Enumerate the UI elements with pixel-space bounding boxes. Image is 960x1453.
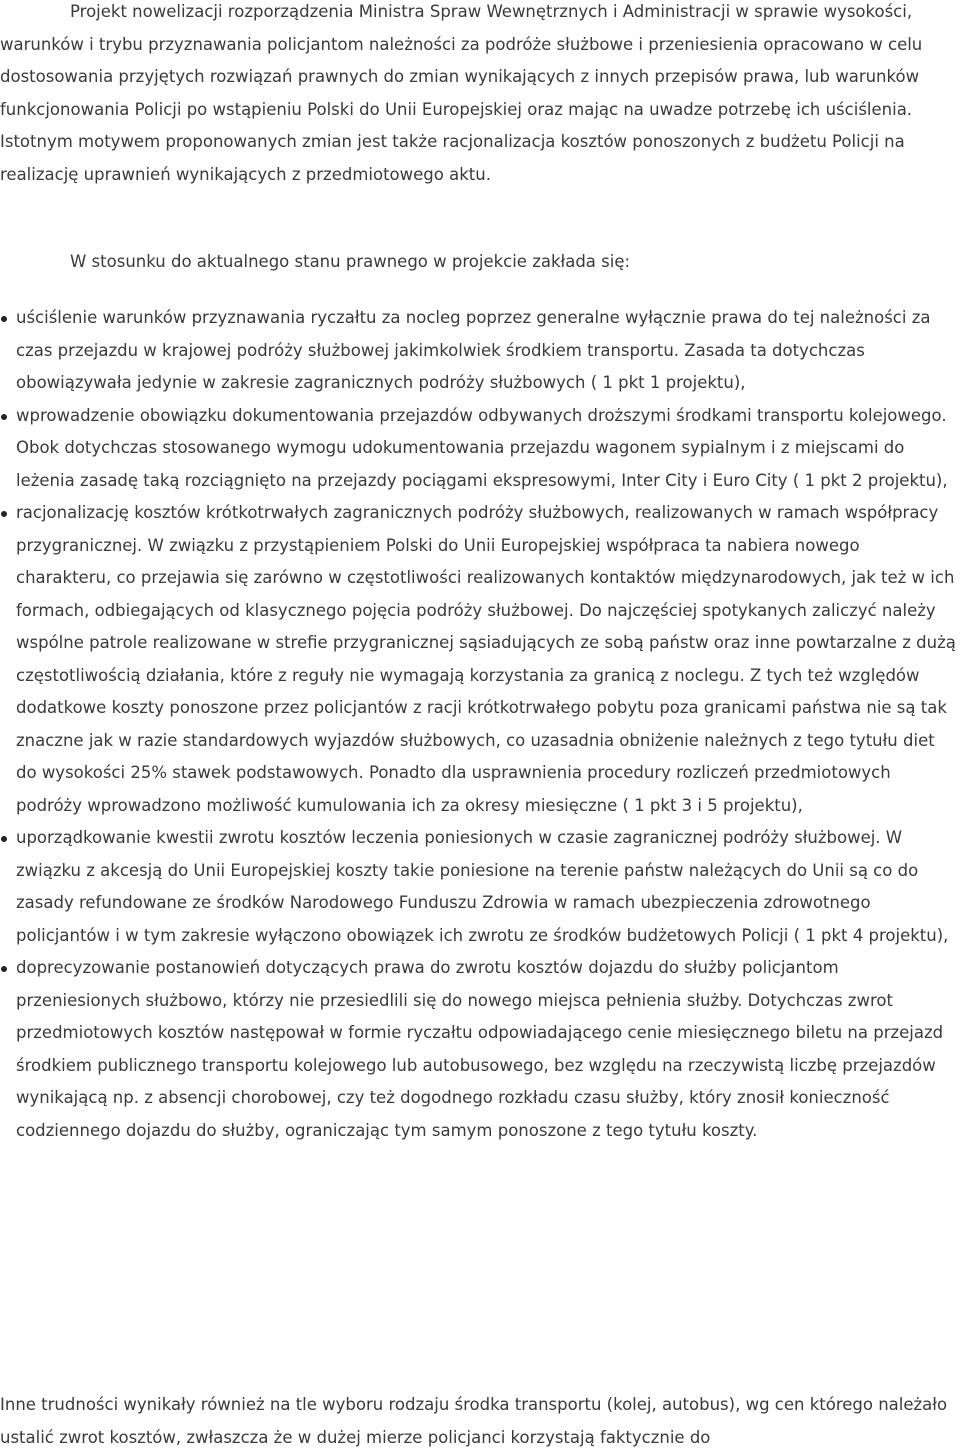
list-item: racjonalizację kosztów krótkotrwałych zagranicznych podróży służbowych, realizowanych w ramach współpracy przygranicznej. W związku z przystąpieniem Polski do Unii Europejskiej współpraca ta nabiera nowego charakteru, co przejawia się zarówno w częstotliwości realizowanych kontaktów międzynarodowych, jak też w ich formach, odbiegających od klasycznego pojęcia podróży służbowej. Do najczęściej spotykanych zaliczyć należy wspólne patrole realizowane w strefie przygranicznej sąsiadujących ze sobą państw oraz inne powtarzalne z dużą częstotliwością działania, które z reguły nie wymagają korzystania za granicą z noclegu. Z tych też względów dodatkowe koszty ponoszone przez policjantów z racji krótkotrwałego pobytu poza granicami państwa nie są tak znaczne jak w razie standardowych wyjazdów służbowych, co uzasadnia obniżenie należnych z tego tytułu diet do wysokości 25% stawek podstawowych. Ponadto dla usprawnienia procedury rozliczeń przedmiotowych podróży wprowadzono możliwość kumulowania ich za okresy miesięczne ( 1 pkt 3 i 5 projektu), (0, 497, 960, 822)
list-item: uporządkowanie kwestii zwrotu kosztów leczenia poniesionych w czasie zagranicznej podróży służbowej. W związku z akcesją do Unii Europejskiej koszty takie poniesione na terenie państw należących do Unii są co do zasady refundowane ze środków Narodowego Funduszu Zdrowia w ramach ubezpieczenia zdrowotnego policjantów i w tym zakresie wyłączono obowiązek ich zwrotu ze środków budżetowych Policji ( 1 pkt 4 projektu), (0, 822, 960, 952)
list-item: doprecyzowanie postanowień dotyczących prawa do zwrotu kosztów dojazdu do służby policjantom przeniesionych służbowo, którzy nie przesiedlili się do nowego miejsca pełnienia służby. Dotychczas zwrot przedmiotowych kosztów następował w formie ryczałtu odpowiadającego cenie miesięcznego biletu na przejazd środkiem publicznego transportu kolejowego lub autobusowego, bez względu na rzeczywistą liczbę przejazdów wynikającą np. z absencji chorobowej, czy też dogodnego rozkładu czasu służby, który znosił konieczność codziennego dojazdu do służby, ograniczając tym samym ponoszone z tego tytułu koszty. (0, 952, 960, 1147)
list-item: wprowadzenie obowiązku dokumentowania przejazdów odbywanych droższymi środkami transportu kolejowego. Obok dotychczas stosowanego wymogu udokumentowania przejazdu wagonem sypialnym i z miejscami do leżenia zasadę taką rozciągnięto na przejazdy pociągami ekspresowymi, Inter City i Euro City ( 1 pkt 2 projektu), (0, 400, 960, 498)
intro-paragraph: Projekt nowelizacji rozporządzenia Ministra Spraw Wewnętrznych i Administracji w sprawie wysokości, warunków i trybu przyznawania policjantom należności za podróże służbowe i przeniesienia opracowano w celu dostosowania przyjętych rozwiązań prawnych do zmian wynikających z innych przepisów prawa, lub warunków funkcjonowania Policji po wstąpieniu Polski do Unii Europejskiej oraz mając na uwadze potrzebę ich uściślenia. Istotnym motywem proponowanych zmian jest także racjonalizacja kosztów ponoszonych z budżetu Policji na realizację uprawnień wynikających z przedmiotowego aktu. (0, 2, 923, 184)
provisions-list (0, 302, 960, 1147)
list-item: uściślenie warunków przyznawania ryczałtu za nocleg poprzez generalne wyłącznie prawa do tej należności za czas przejazdu w krajowej podróży służbowej jakimkolwiek środkiem transportu. Zasada ta dotychczas obowiązywała jedynie w zakresie zagranicznych podróży służbowych ( 1 pkt 1 projektu), (0, 302, 960, 400)
lead-in-paragraph: W stosunku do aktualnego stanu prawnego w projekcie zakłada się: (70, 252, 631, 271)
closing-paragraph: Inne trudności wynikały również na tle wyboru rodzaju środka transportu (kolej, autobus), wg cen którego należało ustalić zwrot kosztów, zwłaszcza że w dużej mierze policjanci korzystają faktycznie do (0, 1395, 948, 1447)
